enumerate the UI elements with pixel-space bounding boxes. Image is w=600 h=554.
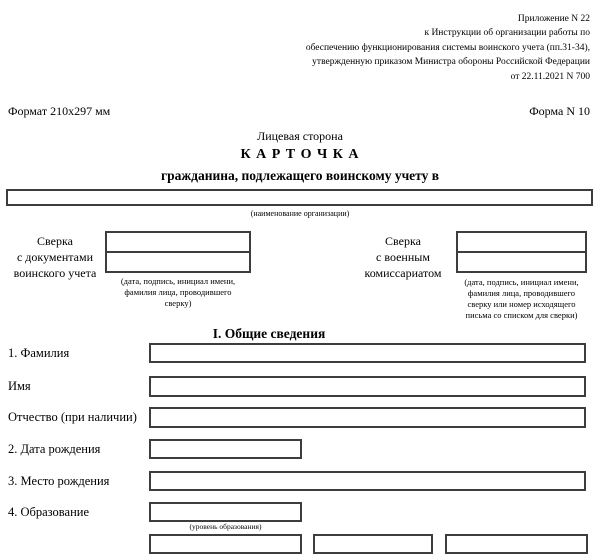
sync-commissariat-caption (449, 277, 594, 321)
birth-date-field[interactable] (149, 439, 302, 459)
field-label-surname: 1. Фамилия (8, 346, 70, 360)
education-field[interactable] (149, 502, 302, 522)
sync-documents-row-1[interactable] (107, 233, 249, 251)
field-label-patronymic: Отчество (при наличии) (8, 410, 137, 424)
sync-documents-label-line: с документами (16, 250, 93, 265)
field-label-first-name: Имя (8, 379, 31, 393)
sync-commissariat-label-line: комиссариатом (364, 266, 442, 281)
surname-field[interactable] (149, 343, 586, 363)
appendix-note (0, 12, 590, 84)
side-label: Лицевая сторона (257, 129, 343, 143)
appendix-note-line: к Инструкции об организации работы по (424, 28, 590, 39)
sync-documents-row-2[interactable] (107, 251, 249, 271)
organization-name-field[interactable] (6, 189, 593, 206)
appendix-note-line: от 22.11.2021 N 700 (510, 71, 590, 82)
sync-commissariat-row-2[interactable] (458, 251, 585, 271)
education-caption: (уровень образования) (189, 522, 262, 531)
patronymic-field[interactable] (149, 407, 586, 428)
card-title: К А Р Т О Ч К А (240, 147, 360, 162)
appendix-note-line: утвержденную приказом Министра обороны Российской Федерации (312, 57, 590, 68)
form-number-label: Форма N 10 (529, 104, 590, 118)
sync-commissariat-label-line: с военным (376, 250, 430, 265)
first-name-field[interactable] (149, 376, 586, 397)
appendix-note-line: Приложение N 22 (517, 14, 590, 24)
organization-name-caption: (наименование организации) (250, 209, 350, 218)
sync-commissariat-label-line: Сверка (385, 234, 421, 248)
field-label-education: 4. Образование (8, 505, 90, 519)
paper-format-label: Формат 210х297 мм (8, 104, 111, 118)
sync-documents-caption-line: (дата, подпись, инициал имени, (120, 276, 236, 286)
section-1-heading: I. Общие сведения (212, 326, 326, 341)
field-label-birth-date: 2. Дата рождения (8, 442, 101, 456)
sync-documents-label-line: воинского учета (13, 266, 97, 281)
bottom-partial-box-1[interactable] (149, 534, 302, 554)
field-label-birth-place: 3. Место рождения (8, 474, 110, 488)
card-subtitle: гражданина, подлежащего воинскому учету в (160, 168, 440, 183)
appendix-note-line: обеспечению функционирования системы воинского учета (пп.31-34), (305, 42, 590, 53)
birth-place-field[interactable] (149, 471, 586, 491)
sync-commissariat-label (350, 233, 456, 282)
sync-commissariat-caption-line: сверку или номер исходящего (467, 299, 576, 309)
sync-documents-caption (105, 276, 251, 309)
sync-documents-label-line: Сверка (37, 234, 73, 248)
sync-documents-label (4, 233, 106, 282)
sync-commissariat-caption-line: письма со списком для сверки) (465, 310, 578, 320)
sync-commissariat-row-1[interactable] (458, 233, 585, 251)
sync-documents-caption-line: сверку) (164, 298, 192, 308)
sync-documents-box (105, 231, 251, 273)
sync-commissariat-caption-line: фамилия лица, проводившего (467, 288, 576, 298)
sync-commissariat-box (456, 231, 587, 273)
bottom-partial-box-2[interactable] (313, 534, 433, 554)
sync-documents-caption-line: фамилия лица, проводившего (124, 287, 232, 297)
sync-commissariat-caption-line: (дата, подпись, инициал имени, (464, 277, 579, 287)
bottom-partial-box-3[interactable] (445, 534, 588, 554)
